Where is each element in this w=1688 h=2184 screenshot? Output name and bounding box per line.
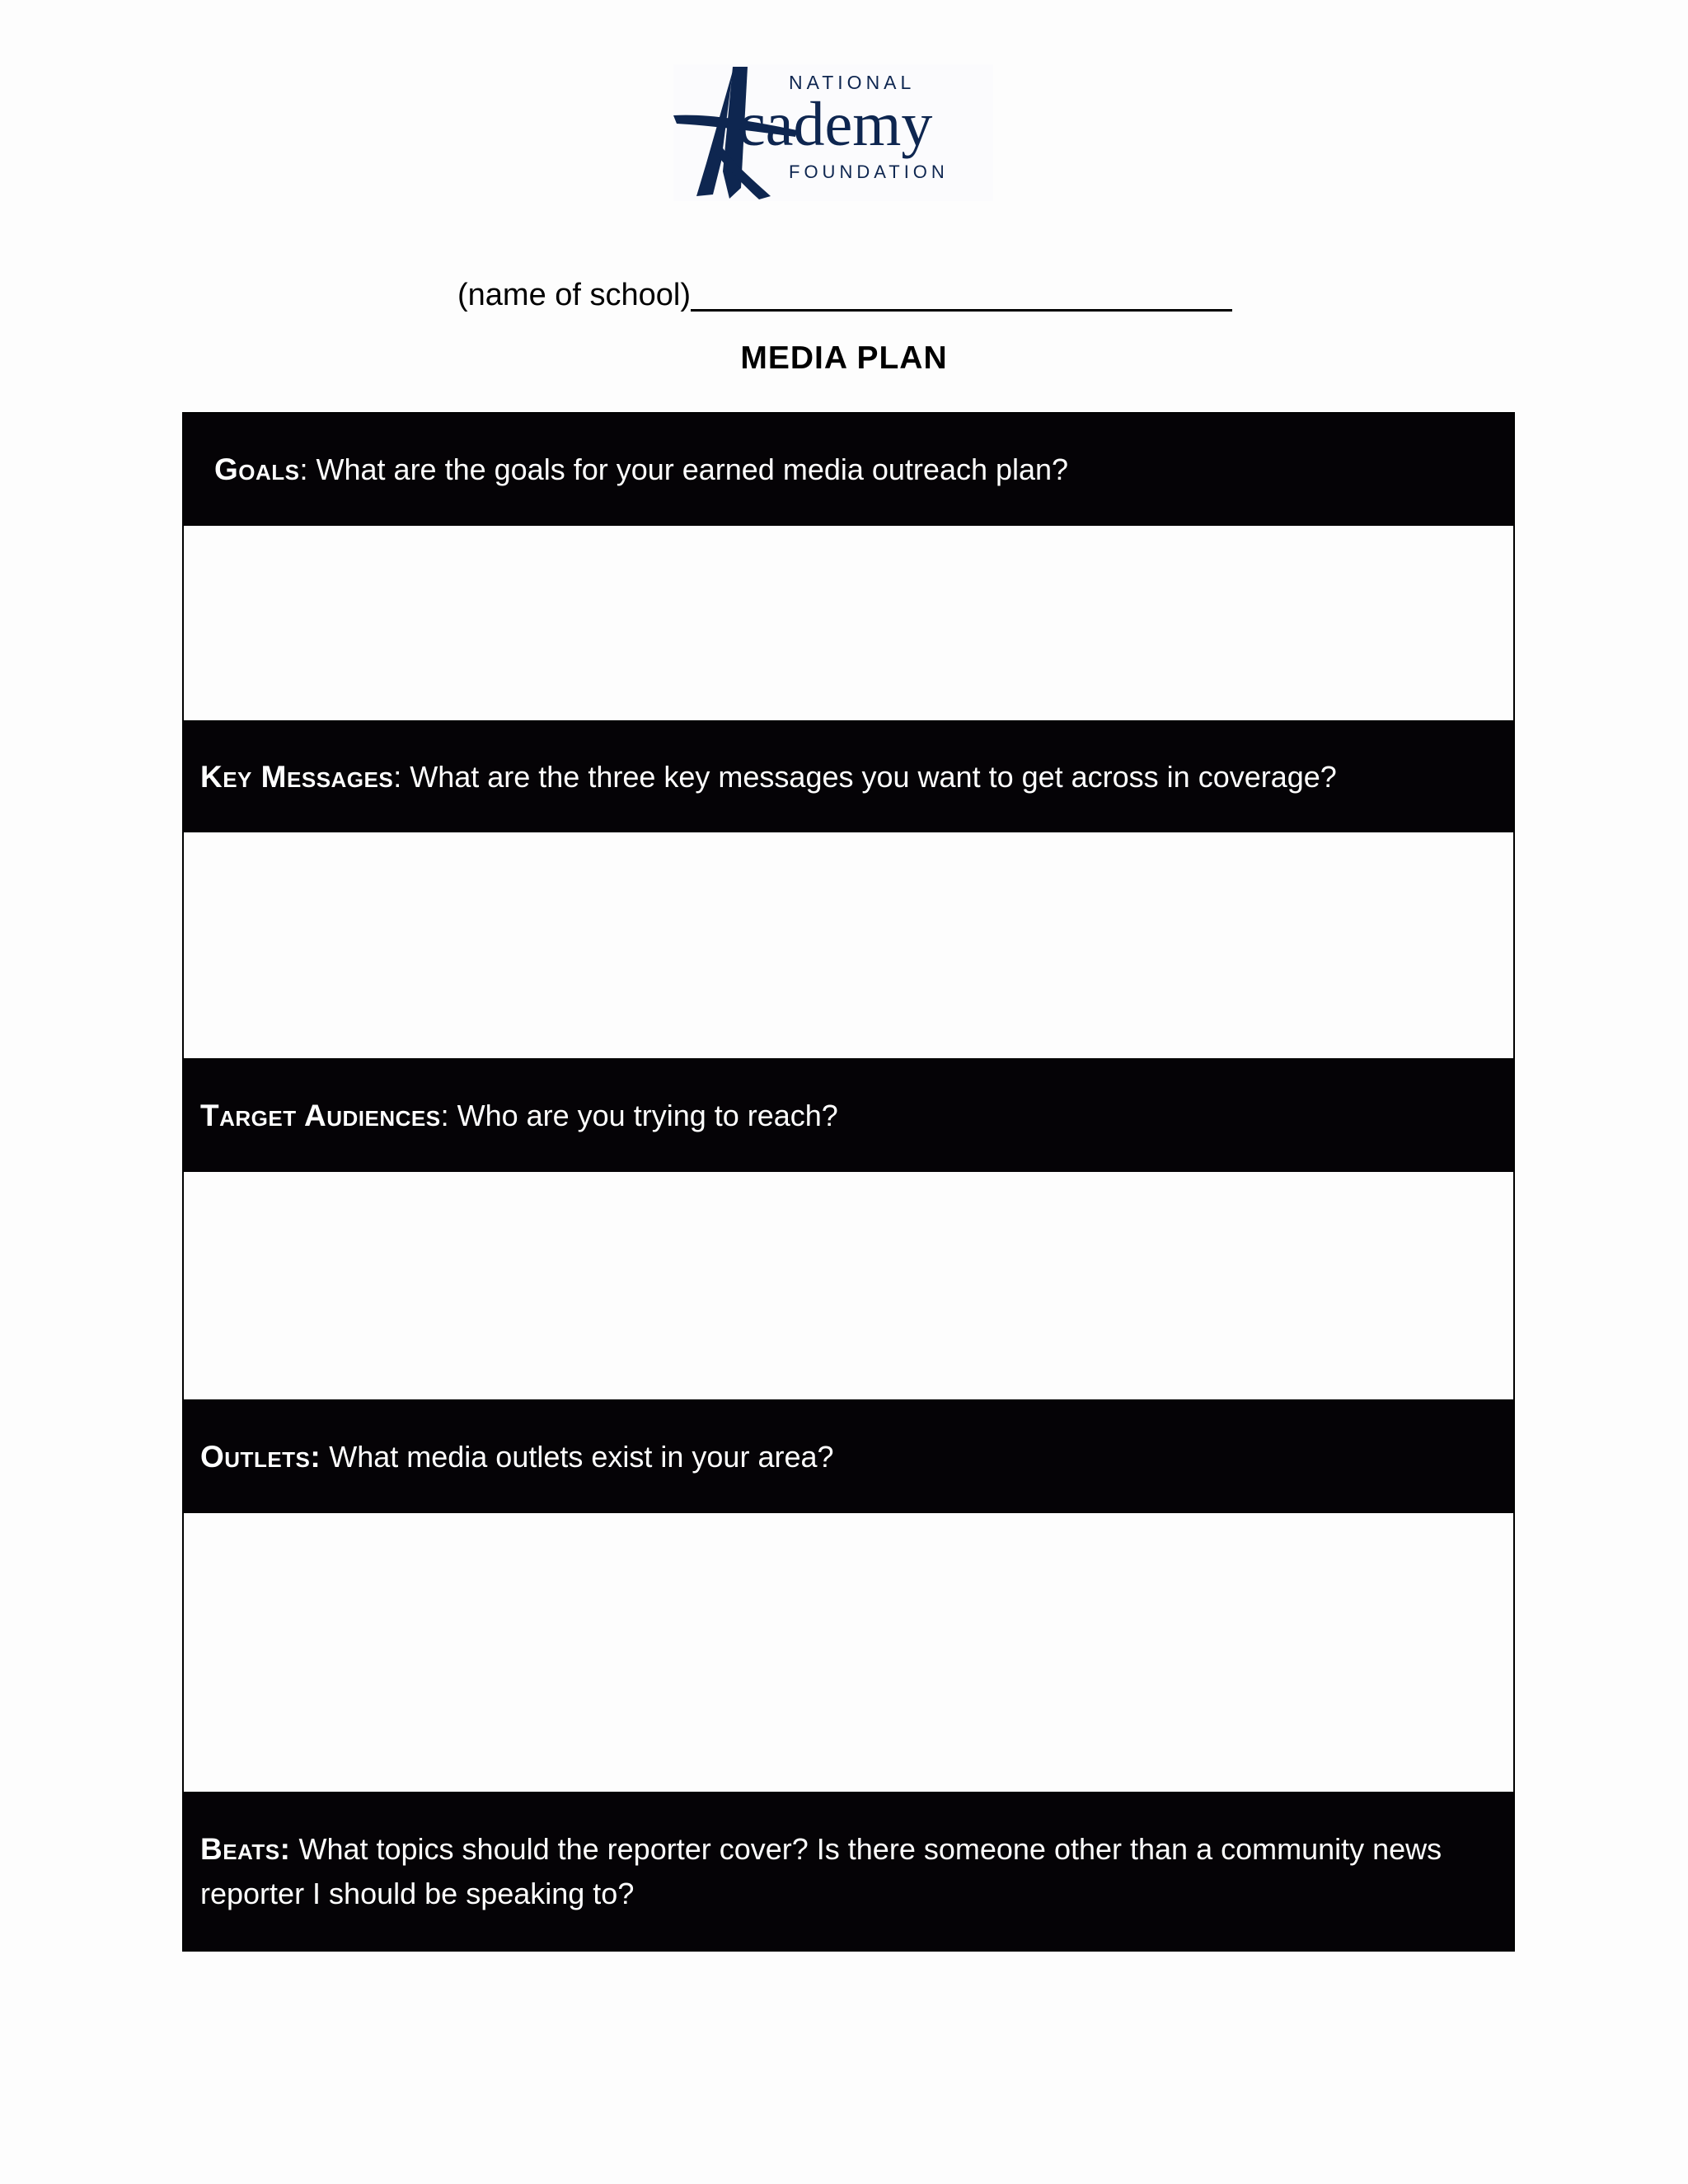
- beats-question: What topics should the reporter cover? Is there someone other than a community news reporter I should be speaking to?: [200, 1832, 1442, 1910]
- outlets-answer-area[interactable]: [184, 1513, 1513, 1793]
- goals-label: Goals: [214, 452, 300, 486]
- target-audiences-answer-area[interactable]: [184, 1172, 1513, 1401]
- key-messages-answer-area[interactable]: [184, 832, 1513, 1060]
- target-audiences-question: : Who are you trying to reach?: [440, 1099, 838, 1132]
- target-audiences-label: Target Audiences: [200, 1099, 441, 1132]
- goals-answer-area[interactable]: [184, 526, 1513, 722]
- goals-question: : What are the goals for your earned media outreach plan?: [299, 452, 1069, 486]
- beats-label: Beats:: [200, 1832, 291, 1866]
- svg-text:NATIONAL: NATIONAL: [789, 72, 916, 93]
- outlets-header: [184, 1401, 1513, 1513]
- target-audiences-header: [184, 1060, 1513, 1172]
- svg-text:cademy: cademy: [738, 90, 933, 159]
- outlets-label: Outlets:: [200, 1440, 321, 1474]
- school-name-line: [457, 267, 1232, 313]
- key-messages-header: [184, 722, 1513, 832]
- key-messages-question: : What are the three key messages you want to get across in coverage?: [393, 760, 1337, 794]
- key-messages-label: Key Messages: [200, 760, 394, 794]
- national-academy-foundation-logo: [673, 64, 993, 201]
- goals-header: [184, 414, 1513, 526]
- school-name-label: (name of school): [457, 278, 692, 312]
- outlets-question: What media outlets exist in your area?: [321, 1440, 834, 1474]
- beats-header: [184, 1793, 1513, 1950]
- svg-text:FOUNDATION: FOUNDATION: [789, 162, 949, 182]
- document-title: MEDIA PLAN: [740, 340, 948, 376]
- school-name-blank[interactable]: [691, 273, 1232, 312]
- media-plan-table: [182, 412, 1515, 1952]
